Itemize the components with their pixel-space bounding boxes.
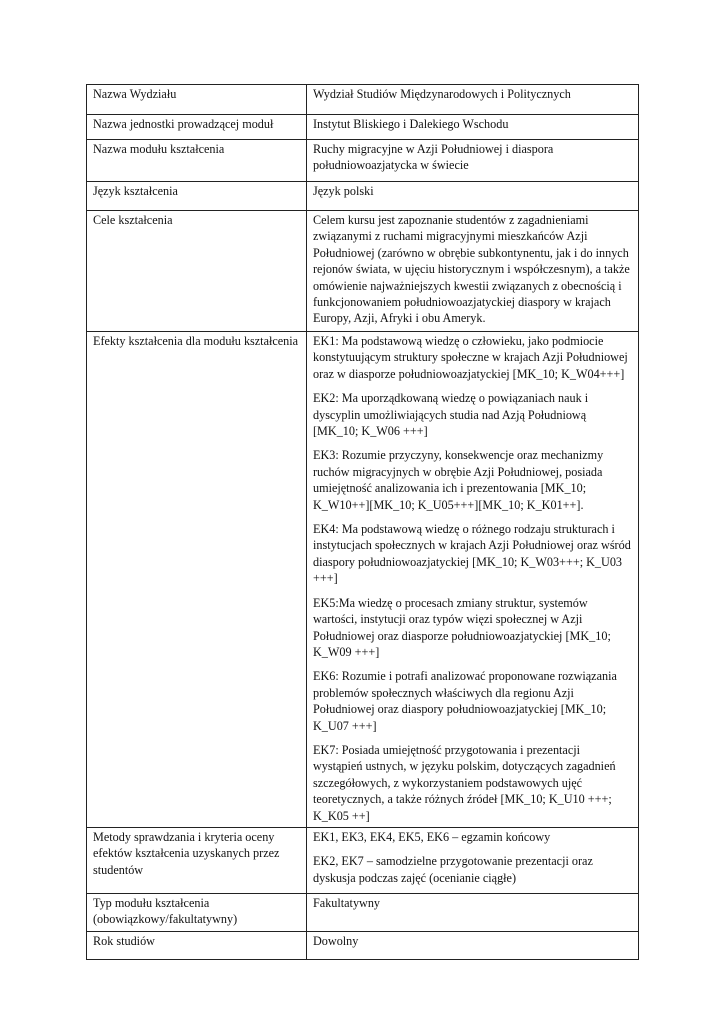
row-label xyxy=(87,115,307,140)
learning-outcome-ek7: EK7: Posiada umiejętność przygotowania i prezentacji wystąpień ustnych, w języku polskim, dotyczących zagadnień szczegółowych, z wykorzystaniem podstawowych ujęć teoretycznych, a także różnych źródeł [MK_10; K_U10 +++; K_K05 ++] xyxy=(313,742,616,823)
learning-outcome-ek3: EK3: Rozumie przyczyny, konsekwencje oraz mechanizmy ruchów migracyjnych w obrębie Azji Południowej, posiada umiejętność analizowania ich i prezentowania [MK_10; K_W10++][MK_10; K_U05+++][MK_10; K_K01++]. xyxy=(313,448,604,512)
row-label xyxy=(87,182,307,211)
row-value xyxy=(307,827,639,893)
row-label xyxy=(87,931,307,959)
row-label xyxy=(87,211,307,332)
row-label xyxy=(87,827,307,893)
row-value-text: Dowolny xyxy=(313,933,359,948)
row-label-text: Rok studiów xyxy=(93,933,155,948)
row-label-text: Efekty kształcenia dla modułu kształcenia xyxy=(93,334,299,348)
row-value-text: Fakultatywny xyxy=(313,895,381,910)
learning-outcome-ek2: EK2: Ma uporządkowaną wiedzę o powiązaniach nauk i dyscyplin umożliwiających studia nad Azją Południową [MK_10; K_W06 +++] xyxy=(313,391,589,439)
module-description-table xyxy=(86,84,639,960)
assessment-method-presentation: EK2, EK7 – samodzielne przygotowanie prezentacji oraz dyskusja podczas zajęć (ocenianie ciągłe) xyxy=(313,854,593,885)
row-value xyxy=(307,211,639,332)
row-value-text: Celem kursu jest zapoznanie studentów z zagadnieniami związanymi z ruchami migracyjnymi mieszkańców Azji Południowej (zarówno w obrębie subkontynentu, jak i do innych rejonów świata, w ujęciu historycznym i współczesnym), a także omówienie najważniejszych kwestii związanych z obecnością i funkcjonowaniem południowoazjatyckiej diaspory w krajach Europy, Azji, Afryki i obu Ameryk. xyxy=(313,213,630,326)
row-label-text: Metody sprawdzania i kryteria oceny efektów kształcenia uzyskanych przez studentów xyxy=(93,829,280,877)
row-value xyxy=(307,931,639,959)
row-label-text: Cele kształcenia xyxy=(93,213,173,227)
table-row-faculty-name xyxy=(87,85,639,115)
row-value-text: Język polski xyxy=(313,184,374,198)
assessment-method-exam: EK1, EK3, EK4, EK5, EK6 – egzamin końcowy xyxy=(313,829,551,844)
row-value xyxy=(307,115,639,140)
row-label-text: Nazwa Wydziału xyxy=(93,87,177,101)
row-value-text: Ruchy migracyjne w Azji Południowej i diaspora południowoazjatycka w świecie xyxy=(313,142,554,173)
row-label-text: Nazwa jednostki prowadzącej moduł xyxy=(93,117,274,131)
table-row-module-name xyxy=(87,140,639,182)
table-row-learning-outcomes xyxy=(87,332,639,828)
row-value-text: Instytut Bliskiego i Dalekiego Wschodu xyxy=(313,117,509,131)
row-value-text: Wydział Studiów Międzynarodowych i Politycznych xyxy=(313,87,571,101)
table-row-objectives xyxy=(87,211,639,332)
row-value xyxy=(307,85,639,115)
row-label-text: Typ modułu kształcenia (obowiązkowy/fakultatywny) xyxy=(93,895,238,927)
learning-outcome-ek1: EK1: Ma podstawową wiedzę o człowieku, jako podmiocie konstytuującym struktury społeczne w krajach Azji Południowej oraz w diasporze południowoazjatyckiej [MK_10; K_W04+++] xyxy=(313,334,628,381)
table-row-assessment-methods xyxy=(87,827,639,893)
row-label xyxy=(87,85,307,115)
row-value xyxy=(307,893,639,931)
row-label-text: Nazwa modułu kształcenia xyxy=(93,142,225,156)
learning-outcome-ek5: EK5:Ma wiedzę o procesach zmiany struktur, systemów wartości, instytucji oraz typów więzi społecznej w Azji Południowej oraz diasporze południowoazjatyckiej [MK_10; K_W09 +++] xyxy=(313,595,611,659)
table-row-language xyxy=(87,182,639,211)
row-label xyxy=(87,140,307,182)
row-label-text: Język kształcenia xyxy=(93,184,178,198)
document-page xyxy=(86,84,639,960)
row-value xyxy=(307,332,639,828)
table-body xyxy=(87,85,639,960)
table-row-unit-name xyxy=(87,115,639,140)
learning-outcome-ek6: EK6: Rozumie i potrafi analizować proponowane rozwiązania problemów społecznych właściwych dla regionu Azji Południowej oraz diaspory południowoazjatyckiej [MK_10; K_U07 +++] xyxy=(313,669,617,733)
table-row-year-of-study xyxy=(87,931,639,959)
learning-outcome-ek4: EK4: Ma podstawową wiedzę o różnego rodzaju strukturach i instytucjach społecznych w krajach Azji Południowej oraz wśród diaspory południowoazjatyckiej [MK_10; K_W03+++; K_U03 +++] xyxy=(313,522,631,586)
table-row-module-type xyxy=(87,893,639,931)
row-value xyxy=(307,140,639,182)
row-label xyxy=(87,893,307,931)
row-value xyxy=(307,182,639,211)
row-label xyxy=(87,332,307,828)
